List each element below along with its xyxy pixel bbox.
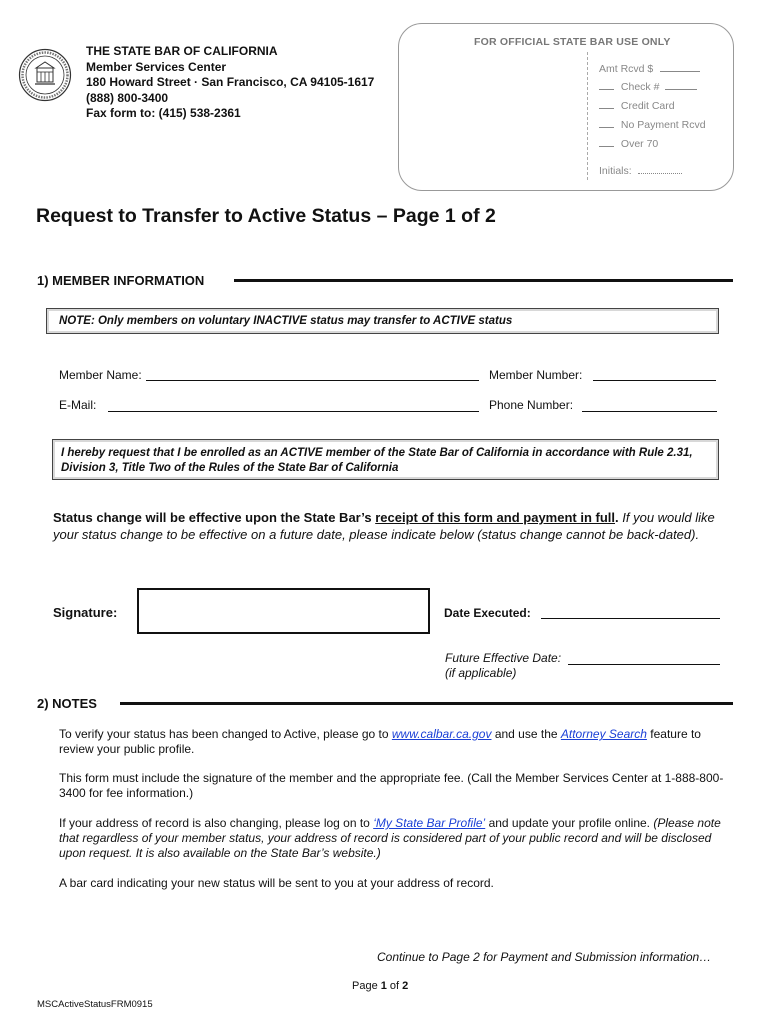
request-statement-box: I hereby request that I be enrolled as an ACTIVE member of the State Bar of California in accordance with Rule 2.31, Division 3, Title Two of the Rules of the State Bar of California — [52, 439, 719, 480]
over-70-item — [599, 137, 658, 150]
official-use-divider — [587, 52, 588, 180]
initials-item — [599, 164, 682, 177]
status-bold-2: . — [615, 510, 619, 525]
future-date-field[interactable] — [568, 664, 720, 665]
member-name-field[interactable] — [146, 380, 479, 381]
phone-number: (888) 800-3400 — [86, 90, 169, 105]
email-field[interactable] — [108, 411, 479, 412]
amt-rcvd-label: Amt Rcvd $ — [599, 63, 654, 75]
credit-card-item — [599, 99, 675, 112]
amt-rcvd-blank — [660, 62, 700, 72]
page-total: 2 — [402, 980, 409, 992]
section-member-information-heading: 1) MEMBER INFORMATION — [37, 273, 205, 288]
org-name: THE STATE BAR OF CALIFORNIA — [86, 44, 278, 58]
official-use-box — [398, 23, 734, 191]
page-current: 1 — [380, 980, 387, 992]
notes-p3-text-b: and update your profile online. — [485, 816, 651, 830]
phone-number-label: Phone Number: — [489, 398, 574, 412]
credit-card-blank — [599, 99, 614, 109]
notes-p1-text-c: feature to review your public profile. — [59, 727, 701, 756]
check-blank-left — [599, 80, 614, 90]
header-address-block — [86, 44, 374, 122]
status-italic: If you would like your status change to be effective on a future date, please indicate below (status change cannot be back-dated). — [53, 510, 715, 542]
member-number-label: Member Number: — [489, 368, 583, 382]
notes-p3-text-a: If your address of record is also changing, please log on to — [59, 816, 374, 830]
status-bold-1: Status change will be effective upon the State Bar’s — [53, 510, 376, 525]
continue-to-page-2-note: Continue to Page 2 for Payment and Submission information… — [377, 950, 712, 964]
my-state-bar-profile-link[interactable]: ‘My State Bar Profile’ — [373, 816, 486, 830]
section-2-rule — [120, 702, 733, 705]
page-label: Page — [352, 980, 381, 992]
signature-label: Signature: — [53, 605, 118, 620]
email-label: E-Mail: — [59, 398, 97, 412]
section-1-rule — [234, 279, 733, 282]
member-number-field[interactable] — [593, 380, 716, 381]
notes-p3-italic: (Please note that regardless of your member status, your address of record is considered part of your public record and will be disclosed upon request. It is also available on the State Bar’s website.) — [59, 816, 721, 860]
attorney-search-link[interactable]: Attorney Search — [560, 727, 647, 741]
date-executed-label: Date Executed: — [444, 606, 531, 620]
page-number — [352, 980, 408, 992]
official-use-title: FOR OFFICIAL STATE BAR USE ONLY — [474, 36, 671, 48]
notes-p1-text-b: and use the — [491, 727, 561, 741]
no-payment-label: No Payment Rcvd — [620, 119, 706, 131]
amt-rcvd-item — [599, 62, 700, 75]
notes-address-paragraph — [59, 816, 731, 861]
street-address: 180 Howard Street · San Francisco, CA 94105-1617 — [86, 75, 375, 89]
state-bar-seal-logo — [18, 48, 72, 102]
inactive-status-note: NOTE: Only members on voluntary INACTIVE status may transfer to ACTIVE status — [46, 308, 719, 334]
date-executed-field[interactable] — [541, 618, 720, 619]
future-date-label: Future Effective Date: — [445, 651, 562, 665]
phone-number-field[interactable] — [582, 411, 717, 412]
notes-bar-card-paragraph: A bar card indicating your new status will be sent to you at your address of record. — [59, 876, 494, 890]
over-70-label: Over 70 — [620, 138, 659, 150]
initials-label: Initials: — [599, 165, 632, 177]
check-blank-right — [665, 80, 697, 90]
check-item — [599, 80, 697, 93]
check-label: Check # — [620, 81, 660, 93]
form-code: MSCActiveStatusFRM0915 — [37, 999, 153, 1010]
status-change-text — [53, 510, 743, 543]
no-payment-blank — [599, 118, 614, 128]
notes-fee-paragraph: This form must include the signature of the member and the appropriate fee. (Call the Member Services Center at 1-888-800-3400 for fee information.) — [59, 771, 724, 800]
signature-box[interactable] — [137, 588, 430, 634]
member-services-center: Member Services Center — [86, 59, 227, 74]
form-title: Request to Transfer to Active Status – Page 1 of 2 — [36, 205, 496, 227]
page-of: of — [386, 980, 403, 992]
calbar-website-link[interactable]: www.calbar.ca.gov — [391, 727, 492, 741]
notes-verify-paragraph — [59, 727, 731, 757]
if-applicable-note: (if applicable) — [445, 666, 517, 680]
section-notes-heading: 2) NOTES — [37, 696, 97, 711]
over-70-blank — [599, 137, 614, 147]
fax-number: Fax form to: (415) 538-2361 — [86, 106, 241, 120]
notes-p1-text-a: To verify your status has been changed to Active, please go to — [59, 727, 392, 741]
credit-card-label: Credit Card — [620, 100, 675, 112]
no-payment-item — [599, 118, 706, 131]
initials-blank — [638, 164, 682, 174]
status-underline: receipt of this form and payment in full — [375, 510, 616, 525]
member-name-label: Member Name: — [59, 368, 142, 382]
